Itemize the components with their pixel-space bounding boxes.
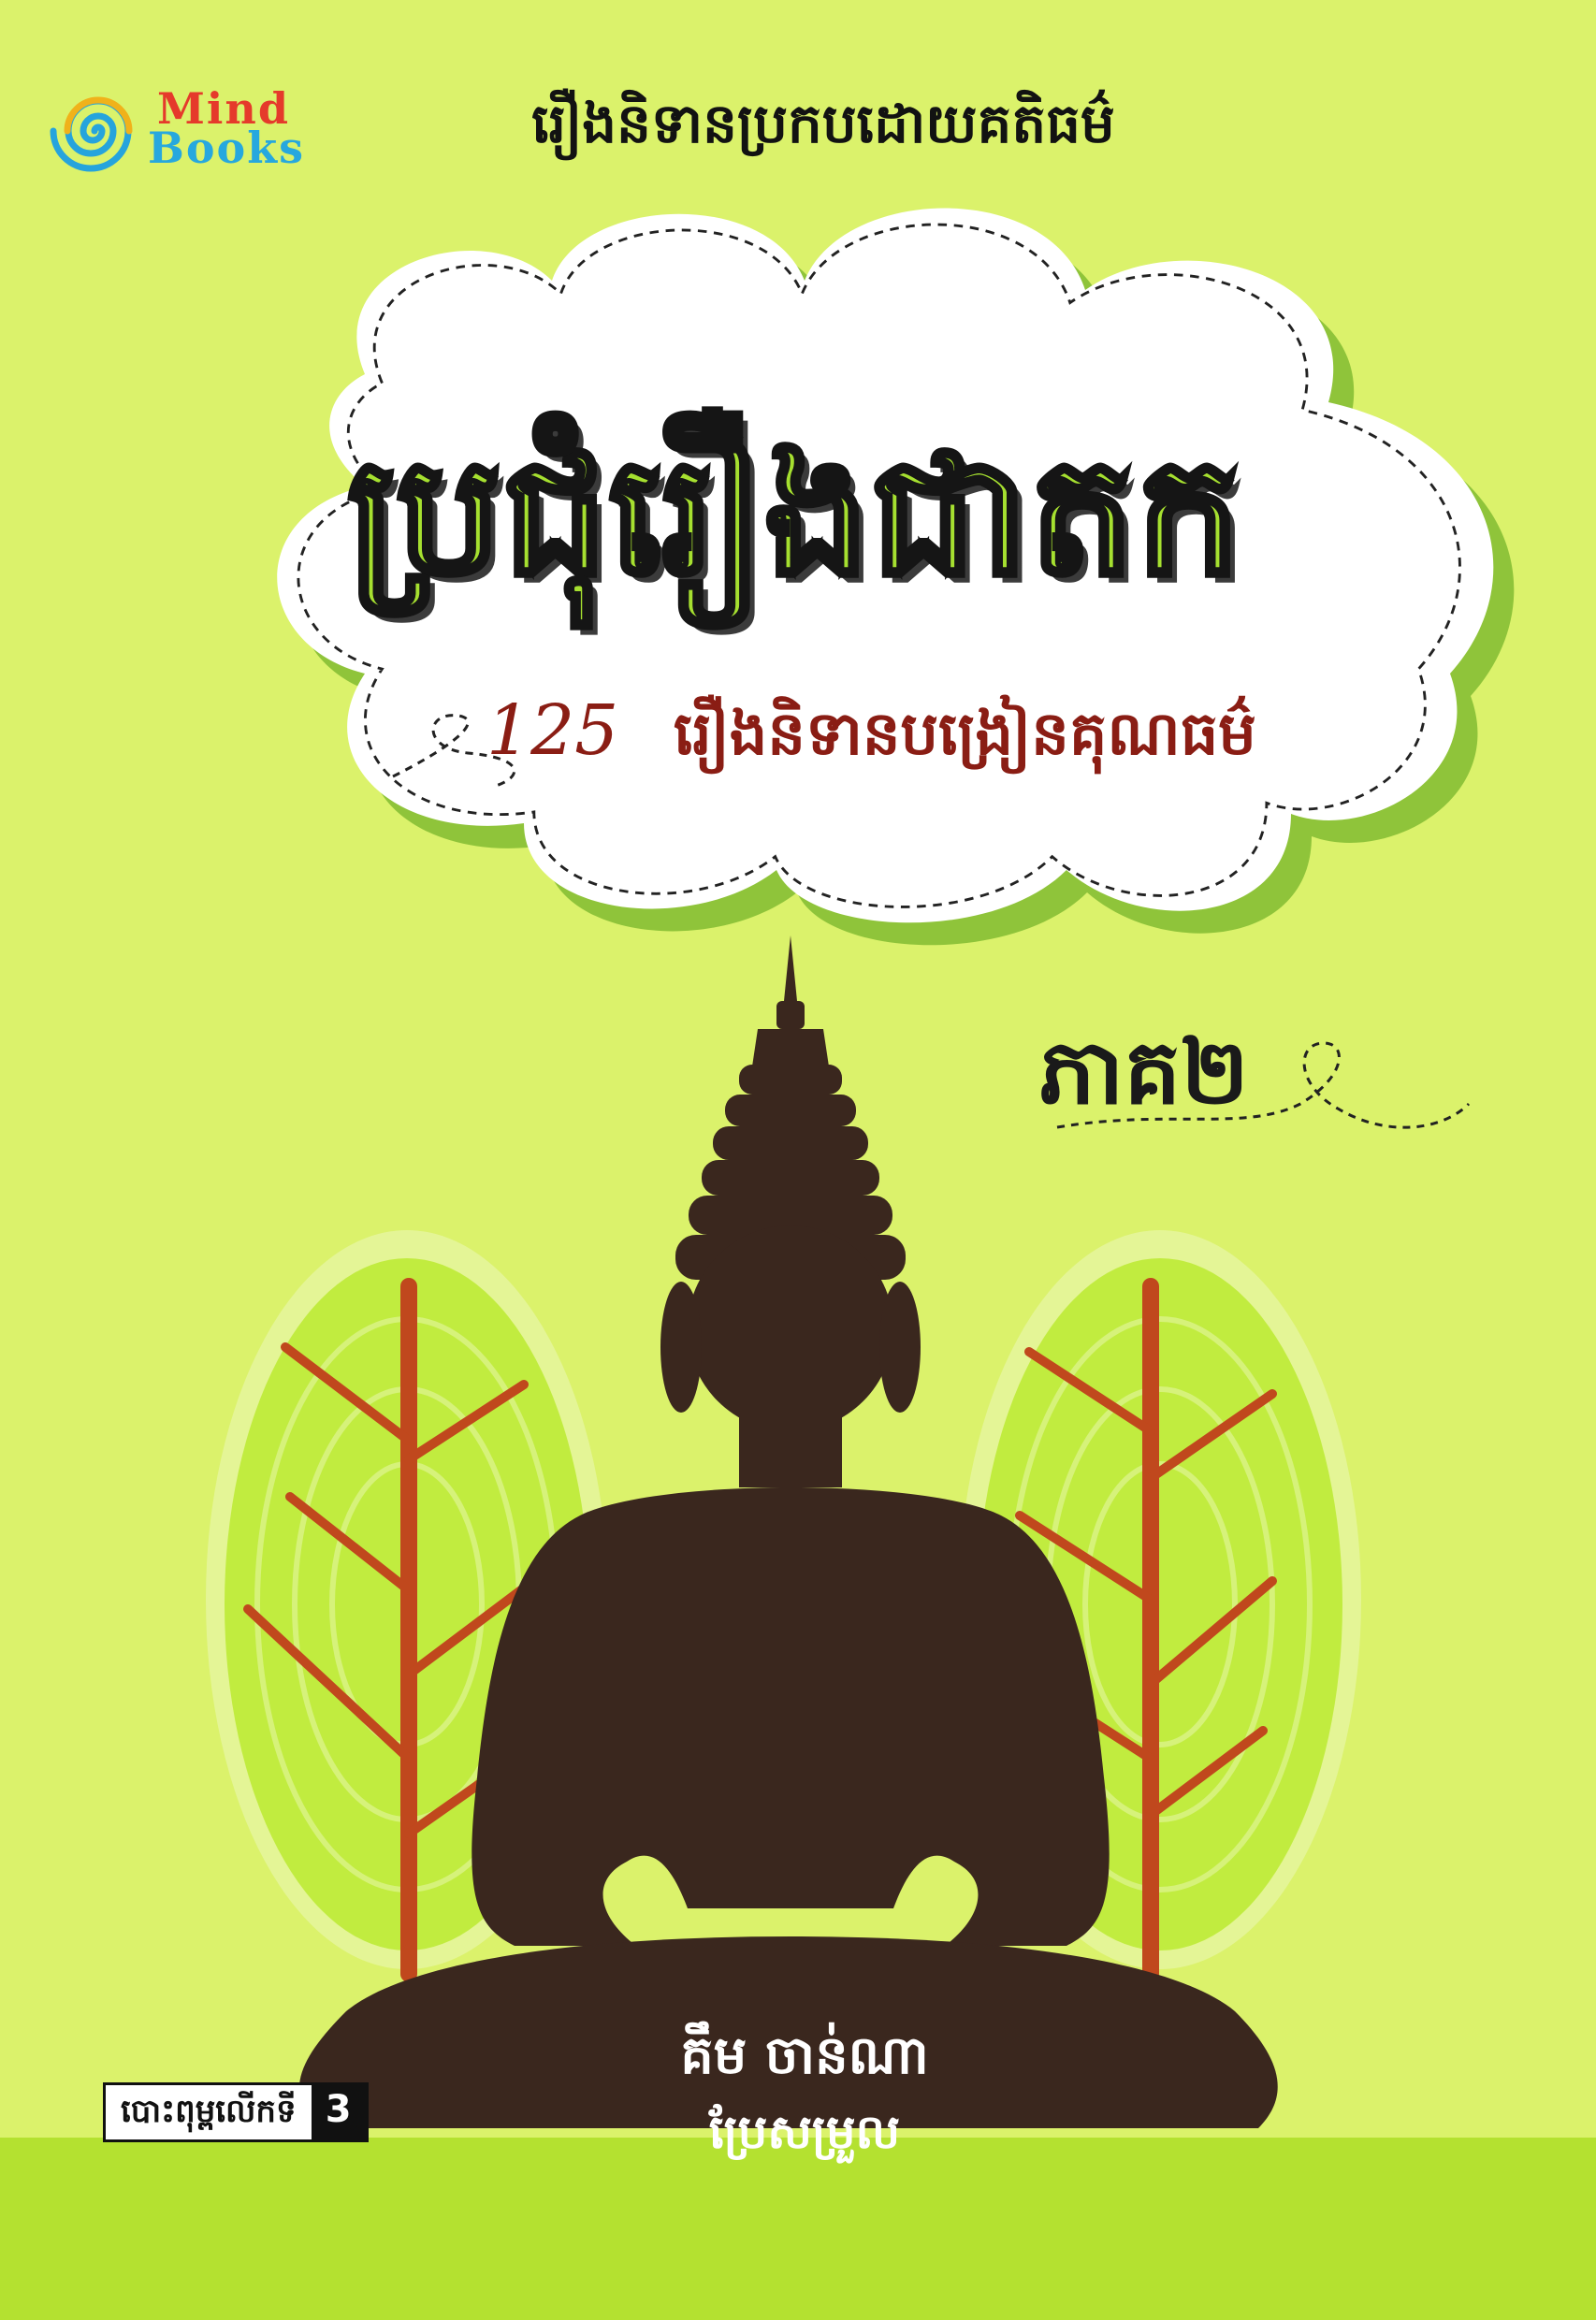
author-role: ប្រែសម្រួល xyxy=(708,2105,901,2159)
author-credit xyxy=(561,2023,1048,2171)
logo-books-text: Books xyxy=(148,123,306,173)
logo-word-books xyxy=(148,123,305,173)
logo-swirl-icon xyxy=(47,80,150,182)
volume-label: ភាគ២ xyxy=(1038,1020,1249,1124)
subtitle-text: រឿងនិទានបង្រៀនគុណធម៌ xyxy=(674,700,1256,769)
edition-label: បោះពុម្ពលើកទី xyxy=(106,2085,312,2139)
logo-mind-text: Mind xyxy=(157,83,291,134)
story-count: 125 xyxy=(486,690,619,771)
edition-number: 3 xyxy=(312,2085,366,2139)
series-title: រឿងនិទានប្រកបដោយគតិធម៌ xyxy=(531,92,1115,155)
main-title: ប្រជុំរឿងជាតក xyxy=(347,420,1243,612)
author-name: គឹម ចាន់ណា xyxy=(680,2025,929,2086)
publisher-logo xyxy=(47,80,327,182)
subtitle xyxy=(486,690,1385,793)
edition-badge xyxy=(103,2082,369,2142)
